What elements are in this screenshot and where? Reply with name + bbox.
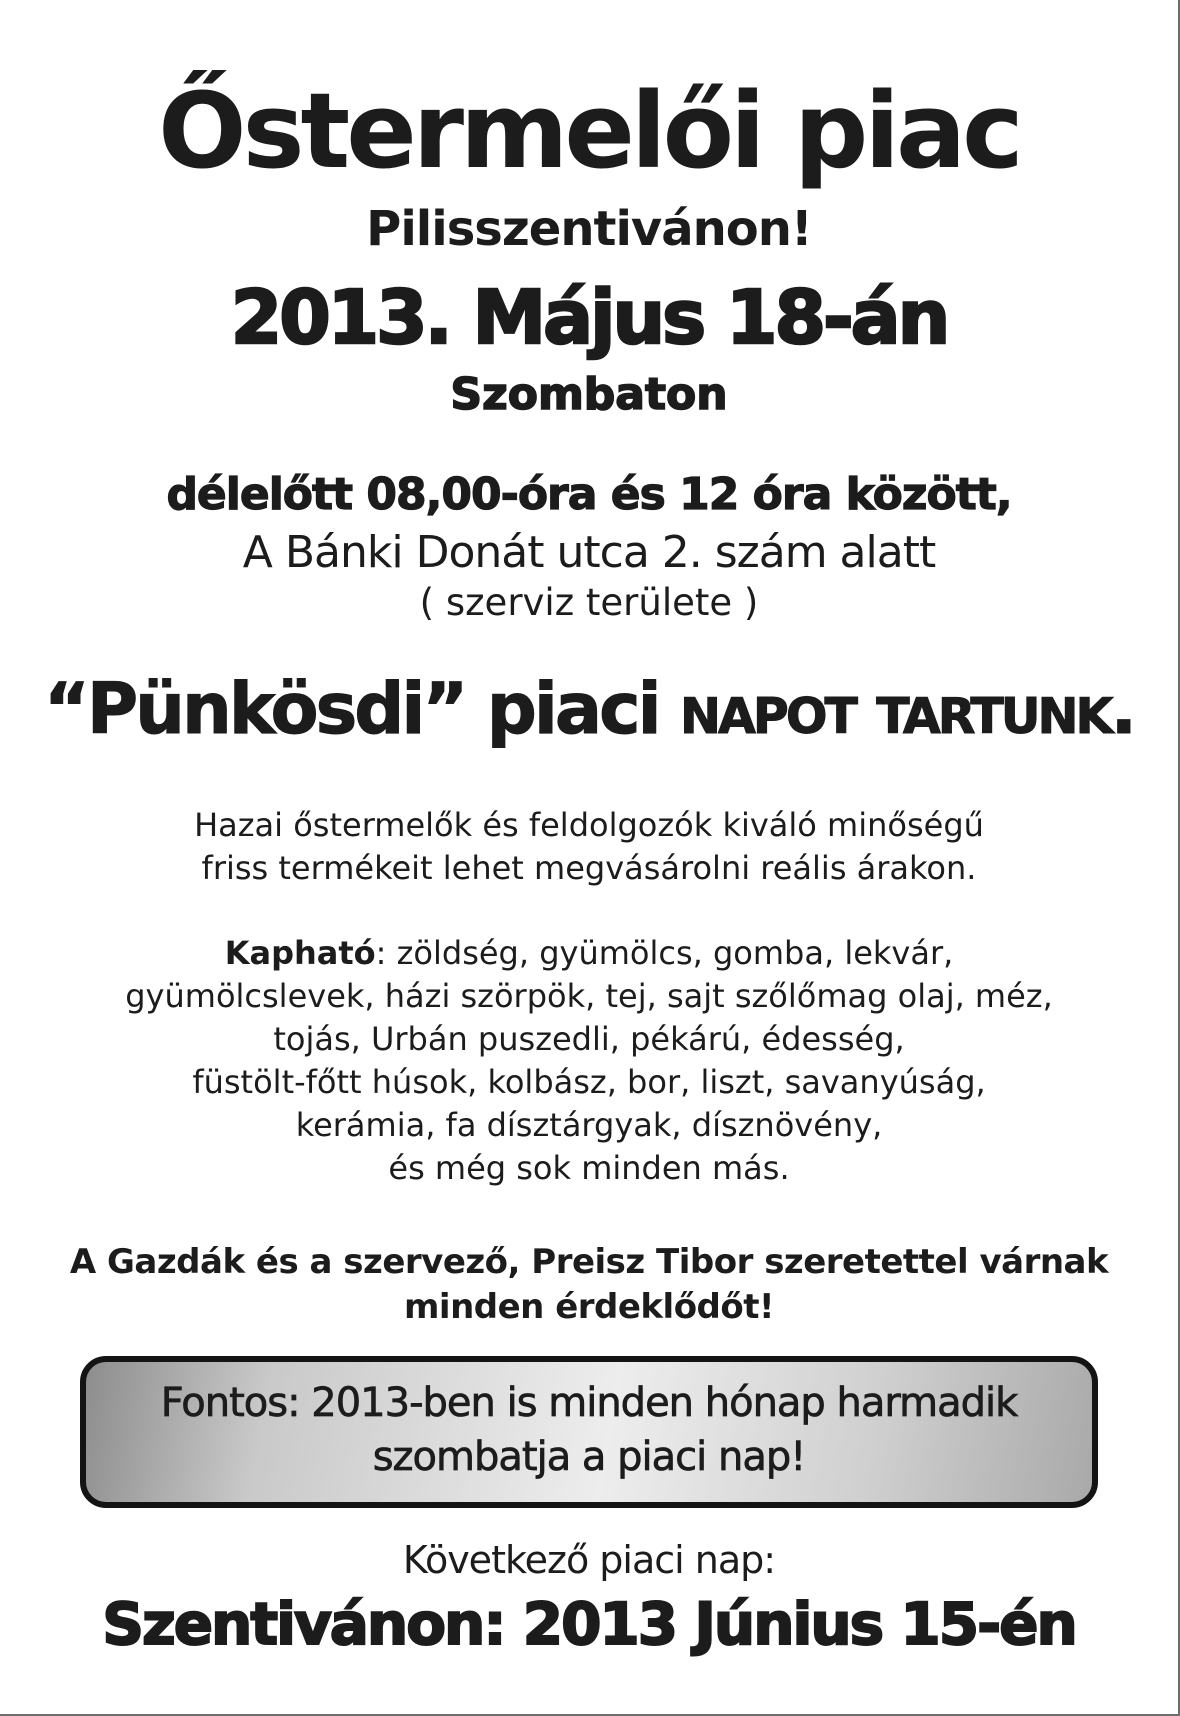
products-line: és még sok minden más. (388, 1149, 790, 1187)
next-market-date: Szentivánon: 2013 Június 15-én (102, 1590, 1076, 1658)
products-label: Kapható (224, 934, 376, 972)
event-time: délelőtt 08,00-óra és 12 óra között, (166, 469, 1012, 520)
flyer-title: Őstermelői piac (158, 70, 1020, 192)
products-line: kerámia, fa dísztárgyak, dísznövény, (295, 1106, 883, 1144)
event-headline-quote-part: “Pünkösdi” piaci (43, 668, 680, 750)
intro-line: Hazai őstermelők és feldolgozók kiváló minőségű (194, 806, 984, 844)
flyer-location: Pilisszentivánon! (366, 201, 812, 257)
intro-paragraph (0, 804, 1178, 890)
event-headline-caps-part: napot tartunk. (679, 668, 1135, 750)
intro-line: friss termékeit lehet megvásárolni reális árakon. (201, 849, 977, 887)
closing-paragraph (0, 1240, 1178, 1330)
products-line: füstölt-főtt húsok, kolbász, bor, liszt, savanyúság, (192, 1063, 986, 1101)
notice-line: szombatja a piaci nap! (372, 1434, 806, 1480)
event-day: Szombaton (450, 369, 728, 420)
products-first-line-rest: : zöldség, gyümölcs, gomba, lekvár, (375, 934, 954, 972)
notice-box (80, 1356, 1098, 1508)
event-headline (0, 666, 1178, 752)
event-date: 2013. Május 18-án (230, 275, 948, 361)
notice-line: Fontos: 2013-ben is minden hónap harmadik (160, 1380, 1018, 1426)
products-line: tojás, Urbán puszedli, pékárú, édesség, (273, 1020, 905, 1058)
products-paragraph (0, 932, 1178, 1190)
address-note: ( szerviz területe ) (419, 581, 759, 624)
products-line: gyümölcslevek, házi szörpök, tej, sajt szőlőmag olaj, méz, (125, 977, 1053, 1015)
products-first-line (0, 932, 1178, 975)
event-address: A Bánki Donát utca 2. szám alatt (242, 527, 936, 578)
closing-line: minden érdeklődőt! (403, 1287, 775, 1327)
next-market-label: Következő piaci nap: (402, 1538, 776, 1582)
closing-line: A Gazdák és a szervező, Preisz Tibor szeretettel várnak (69, 1242, 1109, 1282)
